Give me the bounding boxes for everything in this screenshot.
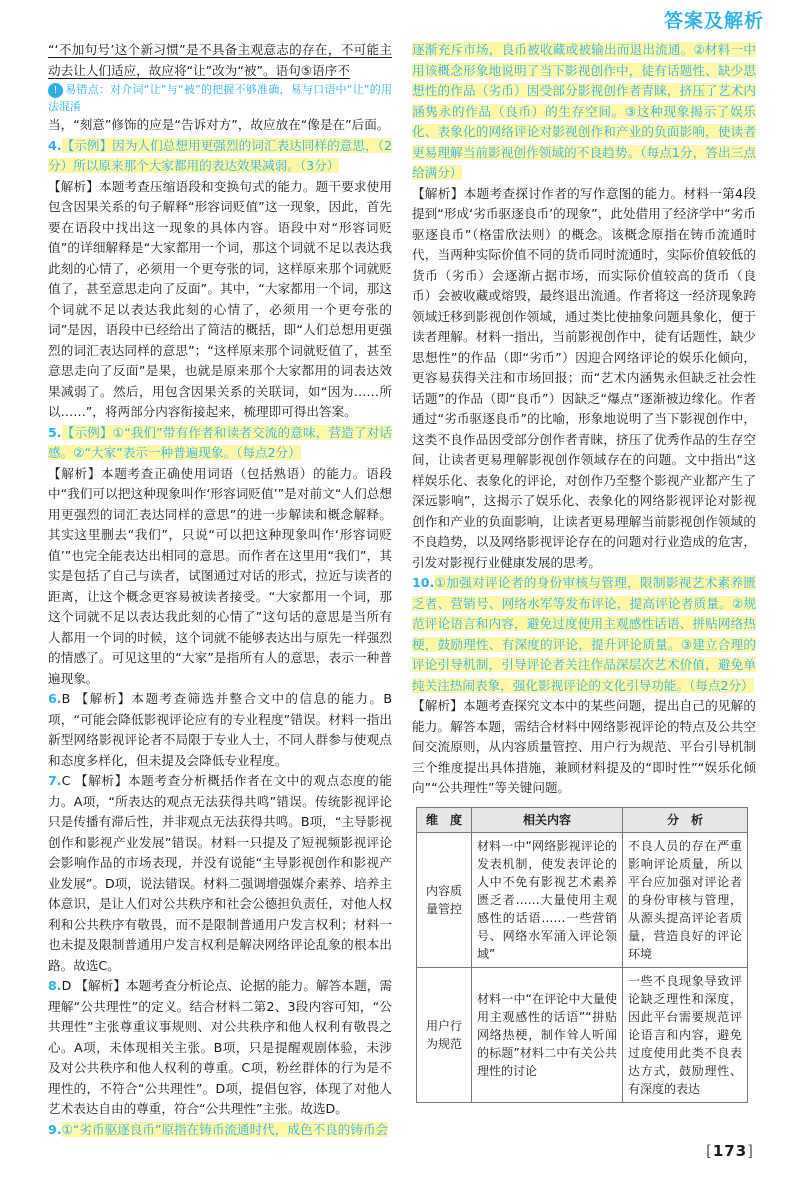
q9-answer-start: ①“劣币驱逐良币”原指在铸币流通时代，成色不良的铸币会 xyxy=(61,1121,389,1137)
intro-paragraph-2: 当，“刻意”修饰的应是“告诉对方”，故应放在“像是在”后面。 xyxy=(48,117,390,132)
question-4 xyxy=(48,136,392,177)
table-row xyxy=(417,967,748,1102)
intro-text: “‘不加句号’这个新习惯”是不具备主观意志的存在，不可能主动去让人们适应，故应将“让”改为“被”。语句⑤语序不 xyxy=(48,42,392,78)
page-number-value: 173 xyxy=(712,1142,748,1160)
q6-text: B 【解析】本题考查筛选并整合文中的信息的能力。B项，“可能会降低影视评论应有的专业程度”错误。材料一指出新型网络影视评论者不局限于专业人士，不同人群参与使观点和态度多样化，但未提及会降低专业程度。 xyxy=(48,691,392,768)
intro-paragraph xyxy=(48,40,392,81)
q7-text: C 【解析】本题考查分析概括作者在文中的观点态度的能力。A项，“所表达的观点无法获得共鸣”错误。传统影视评论只是传播有滞后性，并非观点无法获得共鸣。B项，“主导影视创作和影视产业发展”错误。材料一只提及了短视频影视评论会影响作品的市场表现，并没有说能“主导影视创作和影视产业发展”。D项，说法错误。材料二强调增强媒介素养、培养主体意识，是让人们对公共秩序和社会公德担负责任，对他人权利和公共秩序有敬畏，而不是限制普通用户发言权利；材料一也未提及限制普通用户发言权利是解决网络评论乱象的根本出路。故选C。 xyxy=(48,773,392,973)
question-5 xyxy=(48,423,392,464)
q8-number: 8. xyxy=(48,978,62,993)
header-title: 答案及解析 xyxy=(663,10,764,32)
q6-number: 6. xyxy=(48,691,62,706)
q10-answer: ①加强对评论者的身份审核与管理，限制影视艺术素养匮乏者、营销号、网络水军等发布评论，提高评论者质量。②规范评论语言和内容，避免过度使用主观感性话语、拼贴网络热梗，鼓励理性、有深度的评论，提升评论质量。③建立合理的评论引导机制，引导评论者关注作品深层次艺术价值，避免单纯关注热闹表象，强化影视评论的文化引导功能。（每点2分） xyxy=(412,575,756,693)
analysis-table xyxy=(416,807,748,1103)
q9-answer-text: 逐渐充斥市场，良币被收藏或被输出而退出流通。②材料一中用该概念形象地说明了当下影视创作中，徒有话题性、缺少思想性的作品（劣币）因受部分影视创作者青睐，挤压了艺术内涵隽永的作品（良币）的生存空间。③这种现象揭示了娱乐化、表象化的网络评论对影视创作和产业的负面影响，使读者更易理解当前影视创作领域的不良趋势。（每点1分，答出三点给满分） xyxy=(412,42,756,180)
q8-text: D 【解析】本题考查分析论点、论据的能力。解答本题，需理解“公共理性”的定义。结合材料二第2、3段内容可知，“公共理性”主张尊重议事规则、对公共秩序和他人权利有敬畏之心。A项，未体现相关主张。B项，只是提醒观剧体验，未涉及对公共秩序和他人权利的尊重。C项，粉丝群体的行为是不理性的，不符合“公共理性”。D项，提倡包容，体现了对他人艺术表达自由的尊重，符合“公共理性”主张。故选D。 xyxy=(48,978,392,1116)
q9-answer-cont xyxy=(412,40,756,184)
q7-number: 7. xyxy=(48,773,62,788)
question-8 xyxy=(48,976,392,1120)
table-header-analysis: 分 析 xyxy=(623,807,748,832)
q9-analysis: 【解析】本题考查探讨作者的写作意图的能力。材料一第4段提到“形成‘劣币驱逐良币’的现象”，此处借用了经济学中“劣币驱逐良币”（格雷欣法则）的概念。该概念原指在铸币流通时代，当两种实际价值不同的货币同时流通时，实际价值较低的货币（劣币）会逐渐占据市场，而实际价值较高的货币（良币）会被收藏或熔毁，最终退出流通。作者将这一经济现象跨领域迁移到影视创作领域，通过类比使抽象问题具象化，便于读者理解。材料一指出，当前影视创作中，徒有话题性，缺少思想性”的作品（即“劣币”）因迎合网络评论的娱乐化倾向，更容易获得关注和市场回报；而“艺术内涵隽永但缺乏社会性话题”的作品（即“良币”）因缺乏“爆点”逐渐被边缘化。作者通过“劣币驱逐良币”的比喻，形象地说明了当下影视创作中，这类不良作品因受部分创作者青睐，挤压了优秀作品的生存空间，让读者更易理解影视创作领域存在的问题。文中指出“这样娱乐化、表象化的评论，对创作乃至整个影视产业都产生了深远影响”，这揭示了娱乐化、表象化的网络影视评论对影视创作和产业的负面影响，让读者更易理解当前影视创作领域的不良趋势，以及网络影视评论存在的问题对行业造成的危害，引发对影视行业健康发展的思考。 xyxy=(412,185,756,570)
q10-number: 10. xyxy=(412,575,435,590)
q5-answer: 【示例】①“我们”带有作者和读者交流的意味，营造了对话感。②“大家”表示一种普遍现象。（每点2分） xyxy=(48,424,392,460)
error-note-text: 易错点：对介词“让”与“被”的把握不够准确，易与口语中“让”的用法混淆 xyxy=(48,83,392,113)
question-6 xyxy=(48,689,392,771)
q5-analysis: 【解析】本题考查正确使用词语（包括熟语）的能力。语段中“我们可以把这种现象叫作‘形容词贬值’”是对前文“人们总想用更强烈的词汇表达同样的意思”的进一步解读和概念解释。其实这里删去“我们”，只说“可以把这种现象叫作‘形容词贬值’”也完全能表达出相同的意思。而作者在这里用“我们”，其实是包括了自己与读者，试图通过对话的形式，拉近与读者的距离，让这个概念更容易被读者接受。“大家都用一个词，那这个词就不足以表达我此刻的心情了”这句话的意思是当所有人都用一个词的时候，这个词就不能够表达出与原先一样强烈的情感了。可见这里的“大家”是指所有人的意思，表示一种普遍现象。 xyxy=(48,465,392,686)
left-column xyxy=(48,40,392,1140)
table-header-row xyxy=(417,807,748,832)
table-cell-analysis: 不良人员的存在严重影响评论质量，所以平台应加强对评论者的身份审核与管理，从源头提高评论者质量，营造良好的评论环境 xyxy=(623,832,748,967)
table-cell-content: 材料一中“网络影视评论的发表机制，使发表评论的人中不免有影视艺术素养匮乏者……大量使用主观感性的话语……一些营销号、网络水军涌入评论领域” xyxy=(472,832,623,967)
question-9 xyxy=(48,1120,392,1141)
question-10 xyxy=(412,573,756,696)
table-cell-dimension: 用户行为规范 xyxy=(417,967,472,1102)
table-cell-dimension: 内容质量管控 xyxy=(417,832,472,967)
q9-number: 9. xyxy=(48,1121,62,1137)
q4-analysis: 【解析】本题考查压缩语段和变换句式的能力。题干要求使用包含因果关系的句子解释“形容词贬值”这一现象，因此，首先要在语段中找出这一现象的具体内容。语段中对“形容词贬值”的详细解释是“大家都用一个词，那这个词就不足以表达我此刻的心情了，必须用一个更夸张的词，这样原来那个词就贬值了，甚至意思走向了反面”。其中，“大家都用一个词，那这个词就不足以表达我此刻的心情了，必须用一个更夸张的词”是因，语段中已经给出了简洁的概括，即“人们总想用更强烈的词汇表达同样的意思”；“这样原来那个词就贬值了，甚至意思走向了反面”是果，也就是原来那个大家都用的词表达效果减弱了。然后，用包含因果关系的关联词，如“因为……所以……”，将两部分内容衔接起来，梳理即可得出答案。 xyxy=(48,178,392,419)
q10-analysis: 【解析】本题考查探究文本中的某些问题，提出自己的见解的能力。解答本题，需结合材料中网络影视评论的特点及公共空间交流原则，从内容质量管控、用户行为规范、平台引导机制三个维度提出具体措施，兼顾材料提及的“即时性”“娱乐化倾向”“公共理性”等关键问题。 xyxy=(412,698,756,795)
table-row xyxy=(417,832,748,967)
q4-number: 4. xyxy=(48,137,62,153)
right-column xyxy=(412,40,756,1103)
q5-number: 5. xyxy=(48,424,62,440)
page-number: [173] xyxy=(705,1142,754,1160)
table-header-content: 相关内容 xyxy=(472,807,623,832)
question-7 xyxy=(48,771,392,976)
table-header-dimension: 维 度 xyxy=(417,807,472,832)
error-note xyxy=(48,81,392,115)
warning-icon: ! xyxy=(48,83,63,98)
q4-answer: 【示例】因为人们总想用更强烈的词汇表达同样的意思，（2分）所以原来那个大家都用的表达效果减弱。（3分） xyxy=(48,137,392,173)
table-cell-content: 材料一中“在评论中大量使用主观感性的话语”“拼贴网络热梗，制作耸人听闻的标题”材料二中有关公共理性的讨论 xyxy=(472,967,623,1102)
table-cell-analysis: 一些不良现象导致评论缺乏理性和深度，因此平台需要规范评论语言和内容，避免过度使用此类不良表达方式，鼓励理性、有深度的表达 xyxy=(623,967,748,1102)
